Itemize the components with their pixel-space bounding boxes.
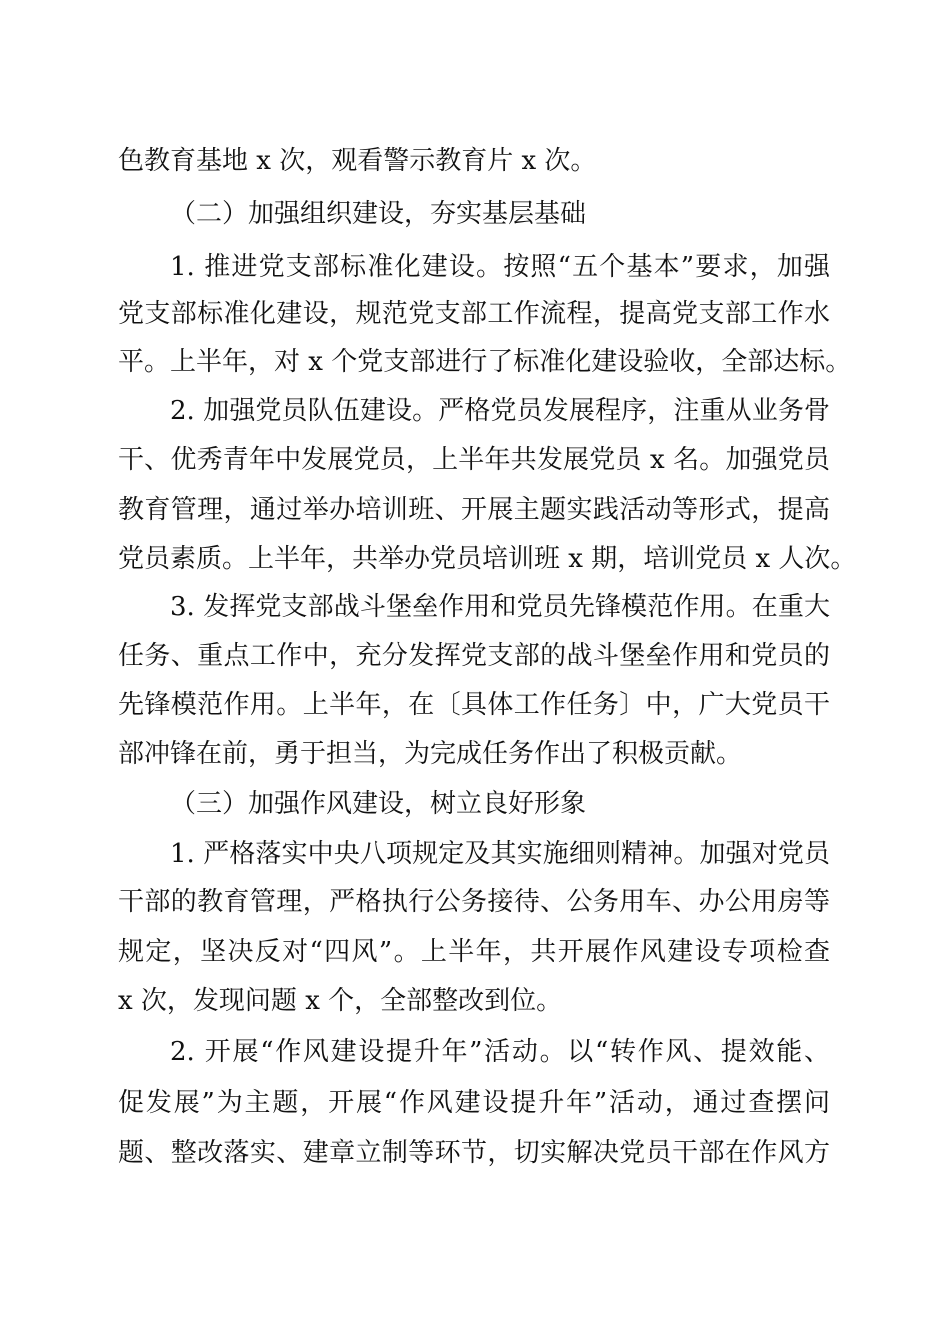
paragraph-line: 部冲锋在前，勇于担当，为完成任务作出了积极贡献。: [118, 739, 743, 769]
paragraph-line: 先锋模范作用。上半年，在〔具体工作任务〕中，广大党员干: [118, 690, 830, 720]
paragraph-line: 教育管理，通过举办培训班、开展主题实践活动等形式，提高: [118, 495, 830, 525]
paragraph-line: 3. 发挥党支部战斗堡垒作用和党员先锋模范作用。在重大: [170, 592, 830, 622]
section-heading: （二）加强组织建设，夯实基层基础: [170, 199, 587, 229]
paragraph-line: 党支部标准化建设，规范党支部工作流程，提高党支部工作水: [118, 299, 830, 329]
paragraph-line: 2. 开展“作风建设提升年”活动。以“转作风、提效能、: [170, 1037, 830, 1067]
paragraph-line: 平。上半年，对 x 个党支部进行了标准化建设验收，全部达标。: [118, 347, 852, 377]
section-heading: （三）加强作风建设，树立良好形象: [170, 789, 587, 819]
paragraph-line: 1. 严格落实中央八项规定及其实施细则精神。加强对党员: [170, 839, 830, 869]
paragraph-line: 干、优秀青年中发展党员，上半年共发展党员 x 名。加强党员: [118, 445, 830, 475]
paragraph-line: 题、整改落实、建章立制等环节，切实解决党员干部在作风方: [118, 1138, 830, 1168]
paragraph-line: 任务、重点工作中，充分发挥党支部的战斗堡垒作用和党员的: [118, 641, 830, 671]
paragraph-line: 干部的教育管理，严格执行公务接待、公务用车、办公用房等: [118, 887, 830, 917]
paragraph-line: 党员素质。上半年，共举办党员培训班 x 期，培训党员 x 人次。: [118, 544, 857, 574]
paragraph-line: 1. 推进党支部标准化建设。按照“五个基本”要求，加强: [170, 252, 830, 282]
paragraph-line: 色教育基地 x 次，观看警示教育片 x 次。: [118, 146, 597, 176]
paragraph-line: x 次，发现问题 x 个，全部整改到位。: [118, 986, 563, 1016]
paragraph-line: 2. 加强党员队伍建设。严格党员发展程序，注重从业务骨: [170, 396, 830, 426]
paragraph-line: 规定，坚决反对“四风”。上半年，共开展作风建设专项检查: [118, 937, 830, 967]
paragraph-line: 促发展”为主题，开展“作风建设提升年”活动，通过查摆问: [118, 1088, 830, 1118]
